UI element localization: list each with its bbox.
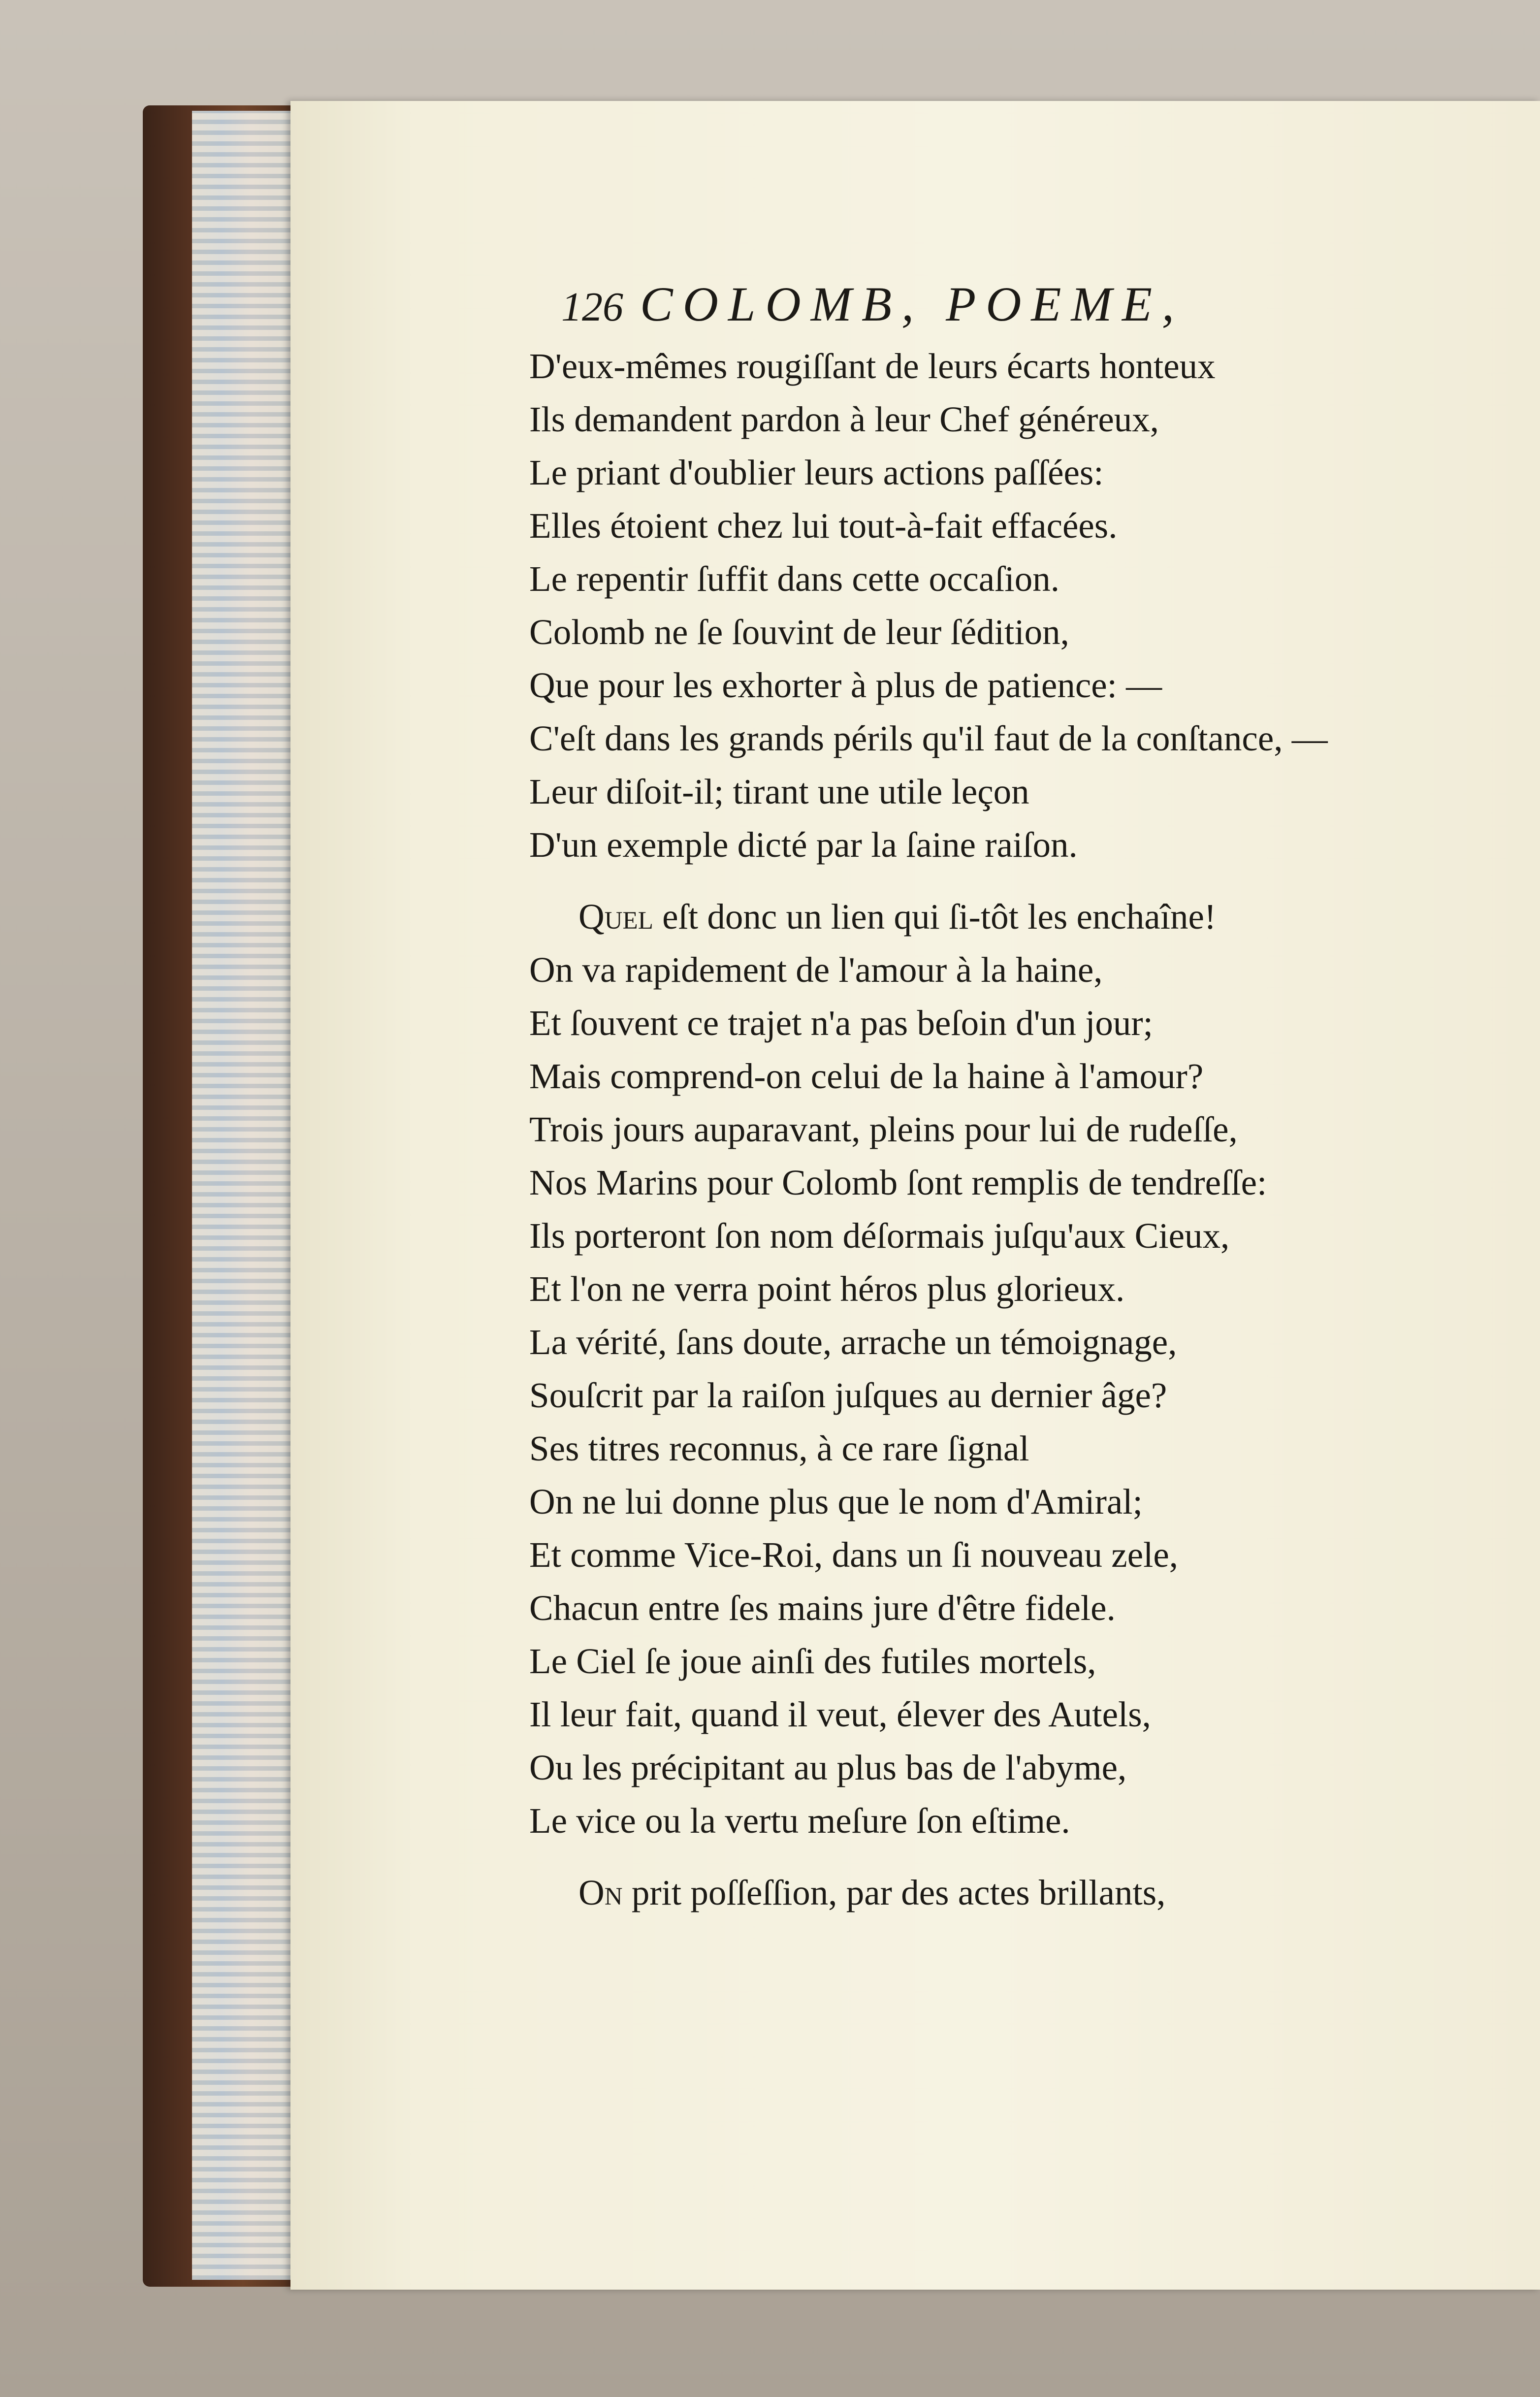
stanza-break: [529, 872, 1514, 890]
verse-line: Le repentir ſuffit dans cette occaſion.: [529, 559, 1059, 599]
verse-line: D'eux-mêmes rougiſſant de leurs écarts honteux: [529, 346, 1216, 386]
verse-line: Elles étoient chez lui tout-à-fait effacées.: [529, 506, 1118, 546]
verse-line: Mais comprend-on celui de la haine à l'amour?: [529, 1056, 1204, 1096]
page-edges: [192, 111, 290, 2280]
stanza-opening-line: [529, 890, 1514, 943]
verse-line-rest: eſt donc un lien qui ſi-tôt les enchaîne!: [653, 897, 1217, 937]
verse-line: Il leur fait, quand il veut, élever des Autels,: [529, 1694, 1151, 1734]
stanza-break: [529, 1847, 1514, 1866]
verse-line: Le Ciel ſe joue ainſi des futiles mortels,: [529, 1641, 1096, 1681]
verse-line: Que pour les exhorter à plus de patience: —: [529, 665, 1162, 705]
verse-line: D'un exemple dicté par la ſaine raiſon.: [529, 825, 1078, 865]
verse-line: Ou les précipitant au plus bas de l'abyme,: [529, 1748, 1127, 1787]
verse-line: La vérité, ſans doute, arrache un témoignage,: [529, 1322, 1177, 1362]
verse-line-rest: prit poſſeſſion, par des actes brillants,: [622, 1873, 1166, 1912]
verse-line: Et comme Vice-Roi, dans un ſi nouveau zele,: [529, 1535, 1179, 1575]
page-number: 126: [561, 284, 623, 330]
stanza-initial-word: Quel: [578, 897, 653, 937]
verse-line: Souſcrit par la raiſon juſques au dernier âge?: [529, 1375, 1167, 1415]
running-head: [561, 276, 1349, 345]
verse-line: Le priant d'oublier leurs actions paſſées:: [529, 453, 1104, 492]
verse-line: C'eſt dans les grands périls qu'il faut de la conſtance, —: [529, 718, 1328, 758]
verse-line: On ne lui donne plus que le nom d'Amiral;: [529, 1482, 1143, 1522]
verse-line: Colomb ne ſe ſouvint de leur ſédition,: [529, 612, 1069, 652]
verse-line: Nos Marins pour Colomb ſont remplis de tendreſſe:: [529, 1163, 1267, 1202]
poem-text: [529, 340, 1514, 1919]
verse-line: Le vice ou la vertu meſure ſon eſtime.: [529, 1801, 1070, 1841]
verse-line: Trois jours auparavant, pleins pour lui de rudeſſe,: [529, 1109, 1238, 1149]
verse-line: Et ſouvent ce trajet n'a pas beſoin d'un jour;: [529, 1003, 1153, 1043]
verse-line: Ils demandent pardon à leur Chef généreux,: [529, 399, 1159, 439]
verse-line: Chacun entre ſes mains jure d'être fidele.: [529, 1588, 1116, 1628]
verse-line: On va rapidement de l'amour à la haine,: [529, 950, 1103, 990]
verse-line: Ses titres reconnus, à ce rare ſignal: [529, 1428, 1029, 1468]
verse-line: Et l'on ne verra point héros plus glorieux.: [529, 1269, 1125, 1309]
verse-line: Ils porteront ſon nom déſormais juſqu'aux Cieux,: [529, 1216, 1230, 1256]
verse-line: Leur diſoit-il; tirant une utile leçon: [529, 772, 1029, 811]
running-title: COLOMB, POEME,: [640, 277, 1184, 331]
stanza-opening-line: [529, 1866, 1514, 1919]
stanza-initial-word: On: [578, 1873, 623, 1912]
